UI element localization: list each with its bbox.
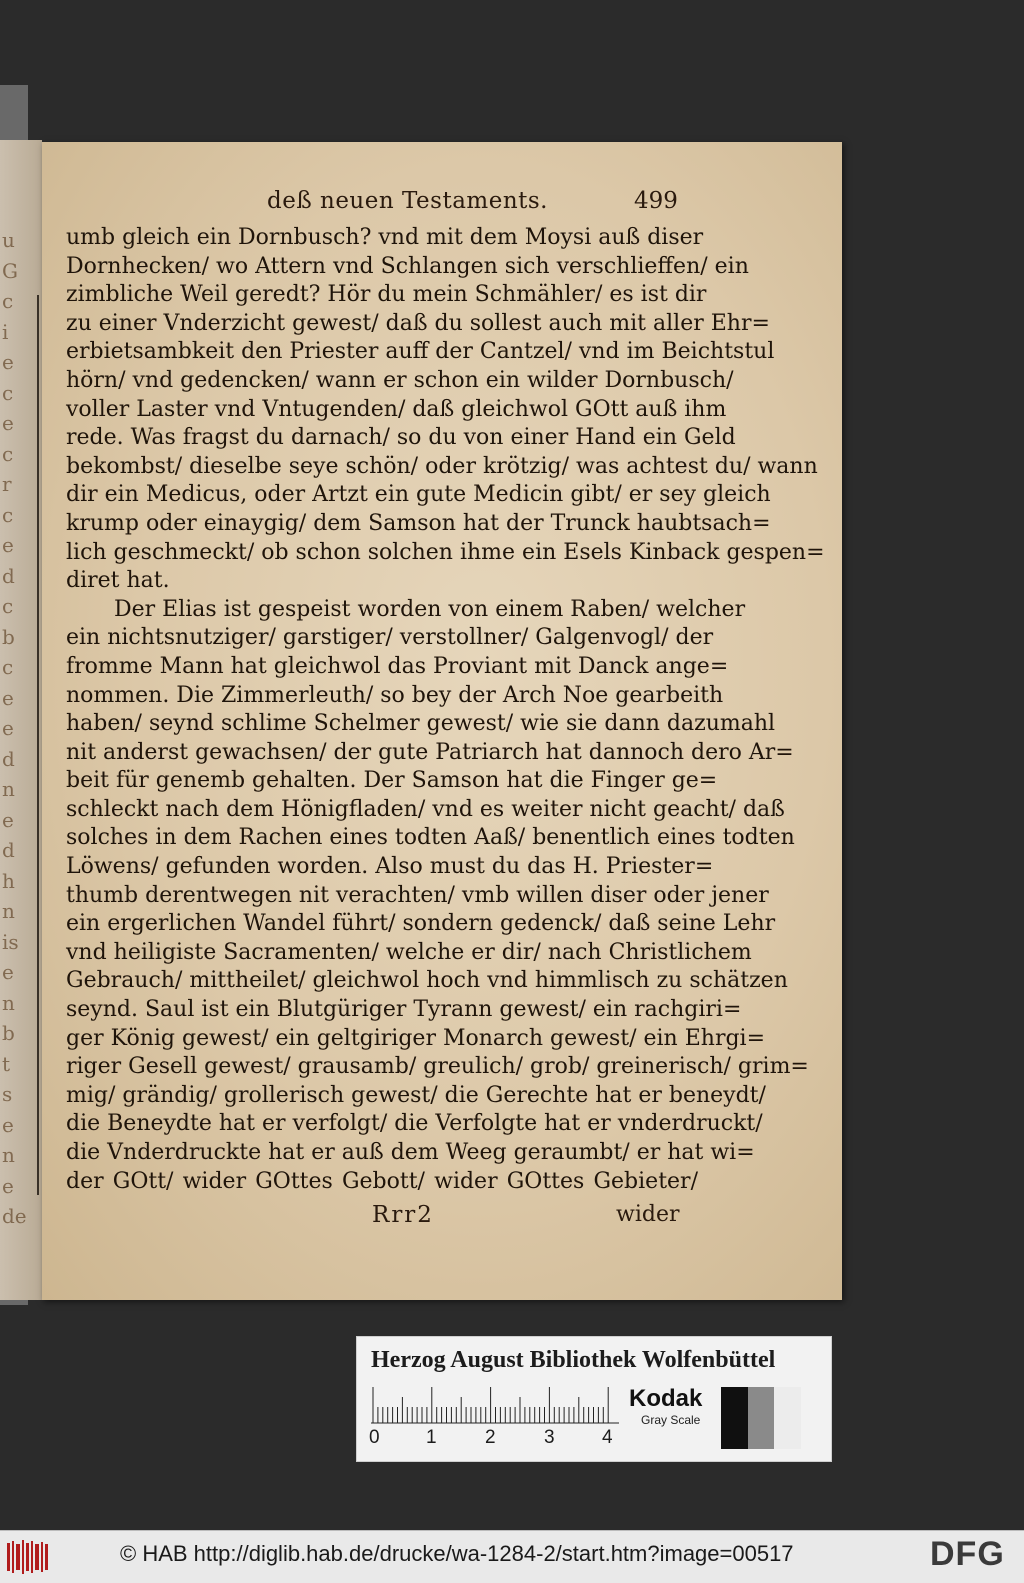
margin-fragment: e [2,1173,14,1198]
copyright-credit: © HAB http://diglib.hab.de/drucke/wa-1284-2/start.htm?image=00517 [120,1541,794,1566]
margin-fragment: e [2,960,14,984]
margin-fragment: h [2,868,15,893]
text-line: bekombst/ dieselbe seye schön/ oder krötzig/ was achtest du/ wann [66,453,818,479]
text-line: rede. Was fragst du darnach/ so du von einer Hand ein Geld [66,425,736,451]
ruler-number: 1 [426,1427,437,1448]
hab-logo-icon [6,1539,50,1575]
margin-fragment: d [2,746,15,771]
text-line: umb gleich ein Dornbusch? vnd mit dem Moysi auß diser [66,225,704,250]
page-number: 499 [634,188,678,214]
margin-fragment: e [2,533,14,557]
text-line: diret hat. [66,568,170,594]
ruler-number: 2 [485,1427,496,1448]
margin-fragment: s [2,1082,13,1106]
text-line: mig/ grändig/ grollerisch gewest/ die Gerechte hat er beneydt/ [66,1082,766,1108]
text-line: Gebrauch/ mittheilet/ gleichwol hoch vnd himmlisch zu schätzen [66,968,788,994]
gray-swatch [774,1387,801,1449]
margin-fragment: r [2,472,12,496]
margin-fragment: e [2,411,14,435]
margin-fragment: c [2,594,14,618]
margin-fragment: G [2,258,18,283]
text-line: riger Gesell gewest/ grausamb/ greulich/ grob/ greinerisch/ grim= [66,1054,809,1080]
page-footer [42,1202,842,1234]
text-line: krump oder einaygig/ dem Samson hat der Trunck haubtsach= [66,510,771,536]
text-line: zimbliche Weil geredt? Hör du mein Schmähler/ es ist dir [66,282,707,308]
footer-bar [0,1530,1024,1583]
margin-fragment: n [2,899,15,923]
margin-fragment: c [2,441,14,466]
text-line: dir ein Medicus, oder Artzt ein gute Medicin gibt/ er sey gleich [66,482,771,508]
text-line: solches in dem Rachen eines todten Aaß/ benentlich eines todten [66,825,795,851]
text-line: ein nichtsnutziger/ garstiger/ verstollner/ Galgenvogl/ der [66,625,714,651]
margin-fragment: e [2,807,14,832]
text-line: haben/ seynd schlime Schelmer gewest/ wie sie dann dazumahl [66,711,776,737]
margin-fragment: n [2,990,15,1015]
text-line: der GOtt/ wider GOttes Gebott/ wider GOttes Gebieter/ [66,1168,698,1194]
signature-mark: Rrr2 [372,1202,434,1228]
text-line: ein ergerlichen Wandel führt/ sondern gedenck/ daß seine Lehr [66,911,776,937]
running-head: deß neuen Testaments. [267,188,548,214]
gray-swatch [748,1387,775,1449]
text-line: voller Laster vnd Vntugenden/ daß gleichwol GOtt auß ihm [66,396,727,422]
margin-fragment: de [2,1204,27,1228]
margin-fragment: e [2,685,14,710]
text-line: beit für genemb gehalten. Der Samson hat die Finger ge= [66,768,718,794]
margin-fragment: d [2,563,15,588]
ruler-ticks [371,1385,621,1425]
catchword: wider [616,1202,680,1227]
gray-swatches [721,1387,801,1449]
margin-fragment: c [2,502,14,527]
grayscale-label: Gray Scale [641,1413,701,1427]
text-line: Dornhecken/ wo Attern vnd Schlangen sich verschlieffen/ ein [66,253,749,279]
book-page [42,142,842,1300]
margin-fragment: u [2,228,15,252]
margin-fragment: c [2,289,14,313]
text-line: ger König gewest/ ein geltgiriger Monarch gewest/ ein Ehrgi= [66,1025,766,1051]
adjacent-page-fragments [2,225,27,1232]
text-line: Löwens/ gefunden worden. Also must du das H. Priester= [66,854,714,880]
text-line: nommen. Die Zimmerleuth/ so bey der Arch Noe gearbeith [66,682,724,708]
ruler-number: 0 [369,1427,380,1448]
binding-line [37,295,39,1195]
text-line: fromme Mann hat gleichwol das Proviant mit Danck ange= [66,653,729,679]
margin-fragment: b [2,624,15,649]
margin-fragment: is [2,929,19,954]
text-line: die Vnderdruckte hat er auß dem Weeg geraumbt/ er hat wi= [66,1140,755,1165]
margin-fragment: e [2,716,14,740]
text-line: hörn/ vnd gedencken/ wann er schon ein wilder Dornbusch/ [66,367,734,393]
body-text [66,224,825,1196]
text-line: die Beneydte hat er verfolgt/ die Verfolgte hat er vnderdruckt/ [66,1111,763,1137]
margin-fragment: t [2,1051,11,1076]
margin-fragment: c [2,655,14,679]
text-line: Der Elias ist gespeist worden von einem Raben/ welcher [114,596,746,622]
text-line: lich geschmeckt/ ob schon solchen ihme ein Esels Kinback gespen= [66,539,825,565]
text-line: zu einer Vnderzicht gewest/ daß du sollest auch mit aller Ehr= [66,310,770,336]
margin-fragment: e [2,350,14,374]
text-line: seynd. Saul ist ein Blutgüriger Tyrann gewest/ ein rachgiri= [66,997,742,1023]
text-line: nit anderst gewachsen/ der gute Patriarch hat dannoch dero Ar= [66,739,794,765]
dfg-logo: DFG [930,1535,1005,1573]
kodak-logo: Kodak [629,1385,703,1412]
margin-fragment: n [2,777,15,801]
ruler [371,1385,621,1455]
margin-fragment: i [2,319,9,344]
text-line: schleckt nach dem Hönigfladen/ vnd es weiter nicht geacht/ daß [66,796,785,822]
ruler-number: 4 [602,1427,613,1448]
text-line: vnd heiligiste Sacramenten/ welche er dir/ nach Christlichem [66,939,752,965]
text-line: erbietsambkeit den Priester auff der Cantzel/ vnd im Beichtstul [66,339,775,365]
gray-swatch [721,1387,748,1449]
text-line: thumb derentwegen nit verachten/ vmb willen diser oder jener [66,882,769,908]
ruler-number: 3 [544,1427,555,1448]
margin-fragment: n [2,1143,15,1167]
margin-fragment: d [2,838,15,862]
margin-fragment: b [2,1021,15,1045]
margin-fragment: c [2,380,14,405]
margin-fragment: e [2,1112,14,1137]
page-header [42,188,842,218]
color-calibration-card [356,1336,832,1462]
library-name: Herzog August Bibliothek Wolfenbüttel [371,1347,776,1373]
